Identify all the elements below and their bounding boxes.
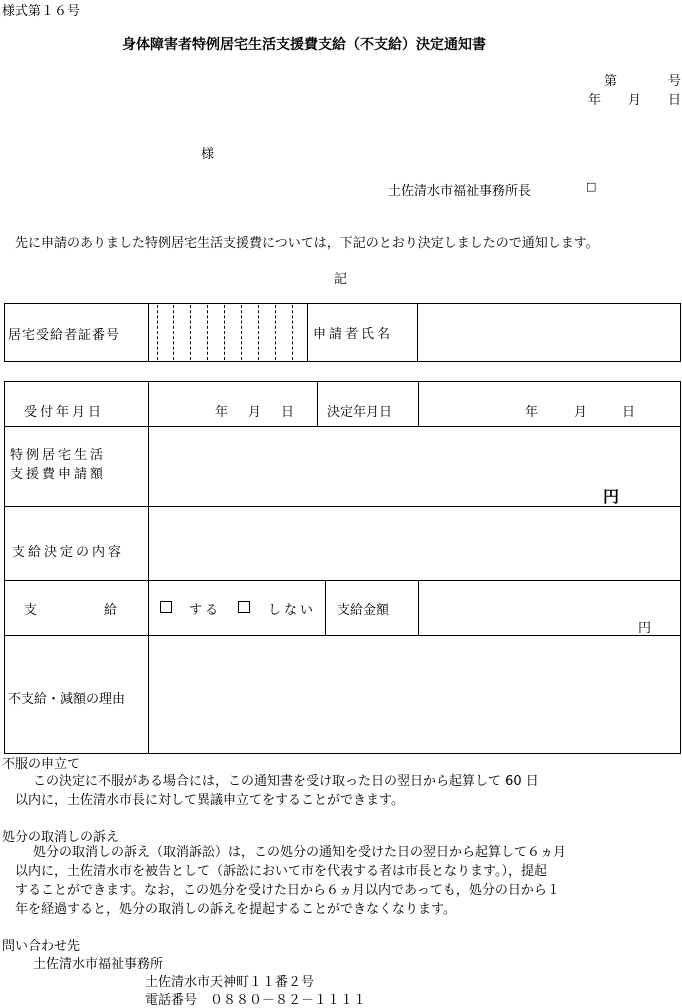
- divider: [4, 580, 681, 581]
- document-title: 身体障害者特例居宅生活支援費支給（不支給）決定通知書: [122, 37, 486, 53]
- applicant-name-label: 申請者氏名: [313, 327, 394, 342]
- decision-year: 年: [525, 405, 539, 420]
- request-amount-yen: 円: [603, 487, 620, 506]
- digit-separator: [207, 305, 208, 360]
- digit-separator: [275, 305, 276, 360]
- addressee-suffix: 様: [201, 147, 215, 162]
- request-amount-label-line2: 支援費申請額: [10, 467, 107, 482]
- ki-heading: 記: [334, 272, 348, 287]
- pay-no-checkbox[interactable]: [238, 601, 250, 613]
- lawsuit-text-line: することができます。なお，この処分を受けた日から６ヵ月以内であっても，処分の日から１: [15, 883, 560, 898]
- divider: [418, 580, 419, 635]
- number-label: 第: [604, 74, 618, 89]
- payment-label-part2: 給: [104, 603, 118, 618]
- pay-yes-label: する: [189, 603, 222, 618]
- date-year-label: 年: [588, 93, 602, 108]
- decision-content-label: 支給決定の内容: [12, 545, 125, 560]
- decision-date-label: 決定年月日: [327, 405, 393, 420]
- request-amount-label-line1: 特例居宅生活: [10, 448, 107, 463]
- divider: [4, 426, 681, 427]
- digit-separator: [241, 305, 242, 360]
- intro-text: 先に申請のありました特例居宅生活支援費については，下記のとおり決定しましたので通知します。: [15, 236, 599, 251]
- contact-office: 土佐清水市福祉事務所: [33, 957, 164, 972]
- divider: [418, 381, 419, 426]
- pay-no-label: しない: [268, 603, 317, 618]
- date-month-label: 月: [628, 93, 642, 108]
- payment-amount-yen: 円: [638, 621, 652, 636]
- received-date-label: 受付年月日: [24, 405, 105, 420]
- divider: [325, 580, 326, 635]
- appeal-heading: 不服の申立て: [2, 757, 81, 772]
- issuer-name: 土佐清水市福祉事務所長: [388, 184, 532, 199]
- pay-yes-checkbox[interactable]: [160, 601, 172, 613]
- divider: [417, 303, 418, 362]
- divider: [148, 381, 149, 754]
- lawsuit-heading: 処分の取消しの訴え: [2, 830, 120, 845]
- received-year: 年: [215, 405, 229, 420]
- lawsuit-text-line: 以内に，土佐清水市を被告として（訴訟において市を代表する者は市長となります。），提起: [15, 864, 547, 879]
- divider: [4, 635, 681, 636]
- digit-separator: [190, 305, 191, 360]
- digit-separator: [157, 305, 158, 360]
- appeal-text-line: 以内に，土佐清水市長に対して異議申立てをすることができます。: [15, 793, 404, 808]
- date-day-label: 日: [668, 93, 682, 108]
- number-suffix: 号: [668, 74, 682, 89]
- divider: [317, 381, 318, 426]
- decision-day: 日: [622, 405, 636, 420]
- form-number: 様式第１６号: [2, 4, 81, 19]
- received-month: 月: [248, 405, 262, 420]
- contact-phone: 電話番号 ０８８０－８２－１１１１: [145, 993, 367, 1008]
- reason-label: 不支給・減額の理由: [8, 692, 126, 707]
- divider: [148, 303, 149, 362]
- digit-separator: [173, 305, 174, 360]
- decision-month: 月: [574, 405, 588, 420]
- contact-address: 土佐清水市天神町１１番２号: [145, 975, 315, 990]
- lawsuit-text-line: 処分の取消しの訴え（取消訴訟）は，この処分の通知を受けた日の翌日から起算して６ヵ月: [33, 845, 567, 860]
- appeal-text-line: この決定に不服がある場合には，この通知書を受け取った日の翌日から起算して 60 日: [33, 774, 539, 789]
- lawsuit-text-line: 年を経過すると，処分の取消しの訴えを提起することができなくなります。: [15, 902, 456, 917]
- received-day: 日: [281, 405, 295, 420]
- digit-separator: [224, 305, 225, 360]
- divider: [307, 303, 308, 362]
- digit-separator: [258, 305, 259, 360]
- contact-heading: 問い合わせ先: [2, 939, 81, 954]
- payment-amount-label: 支給金額: [337, 603, 390, 618]
- cert-number-label: 居宅受給者証番号: [8, 328, 121, 343]
- divider: [4, 506, 681, 507]
- digit-separator: [292, 305, 293, 360]
- payment-label-part1: 支: [24, 603, 38, 618]
- seal-mark: □: [586, 180, 597, 193]
